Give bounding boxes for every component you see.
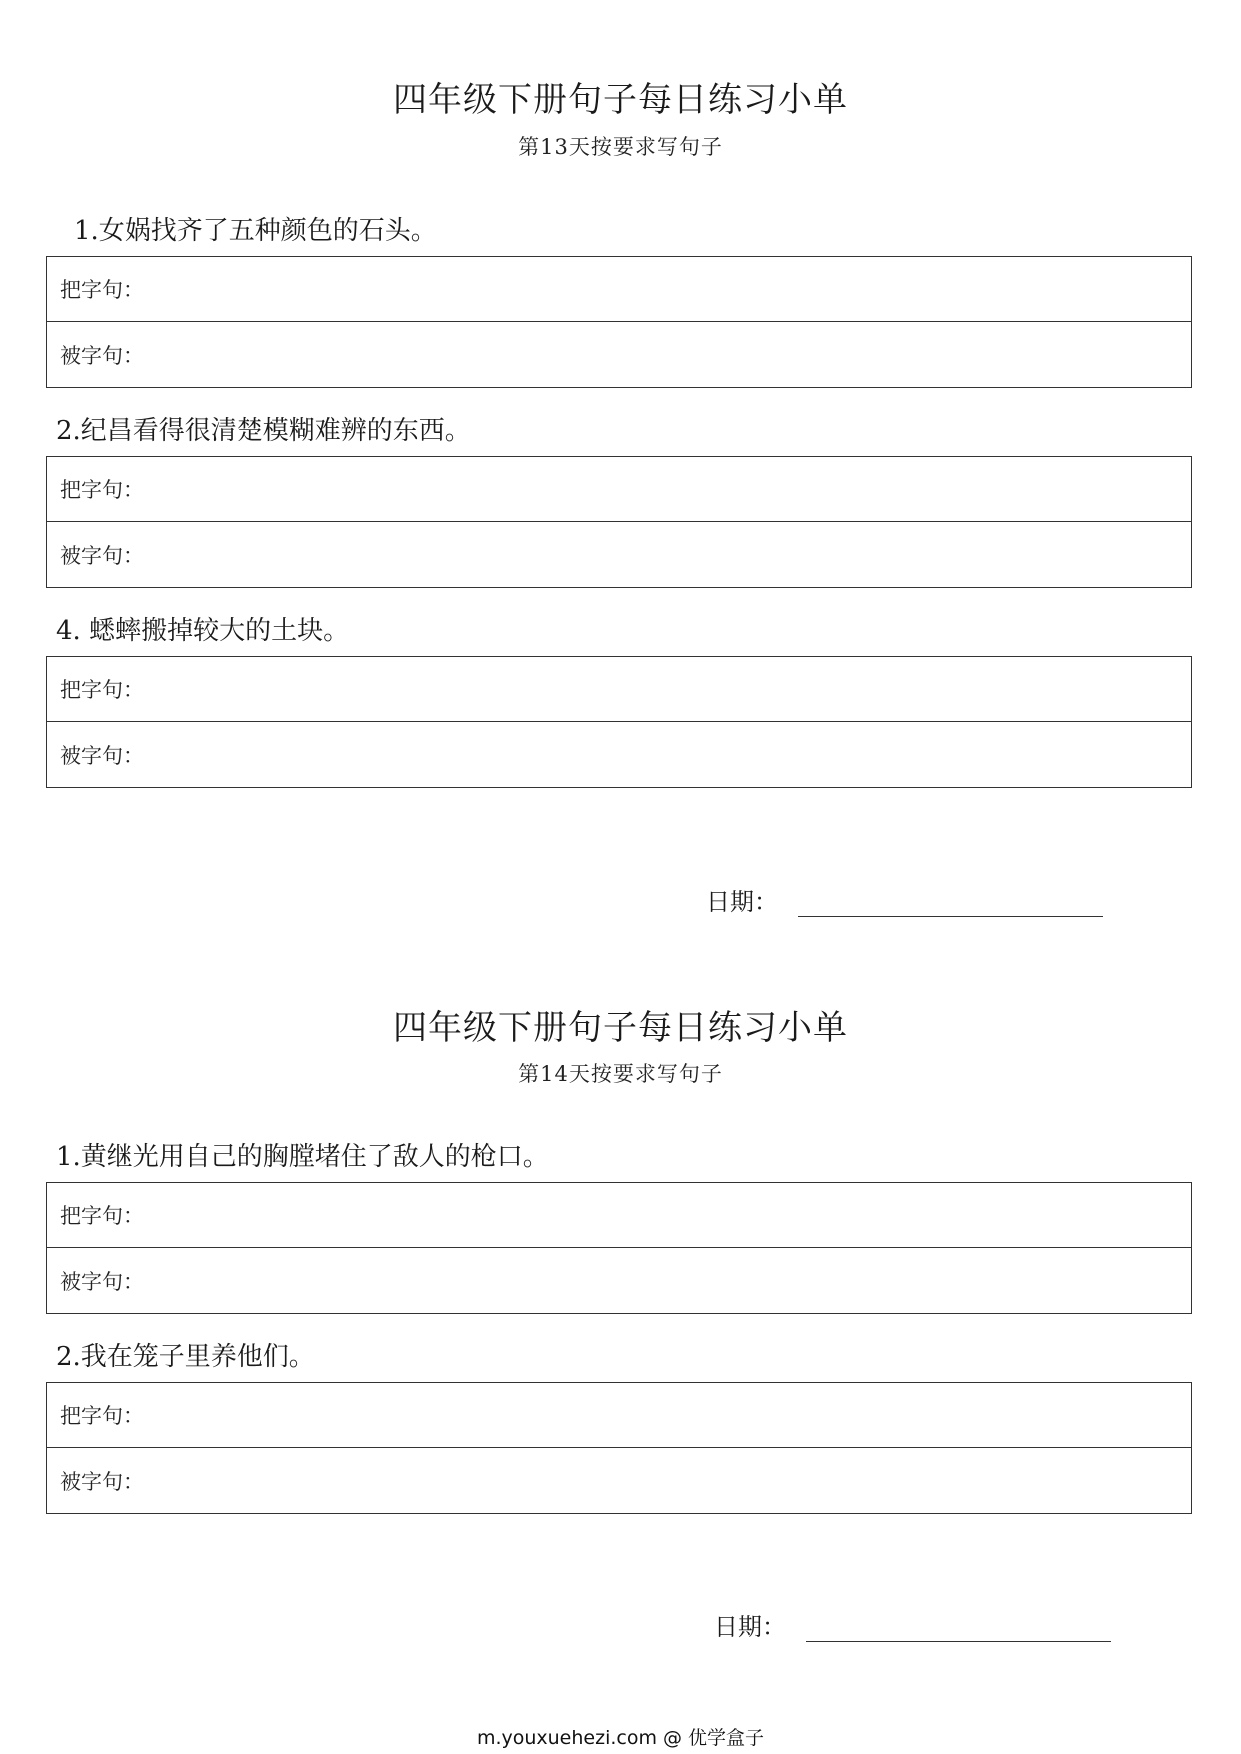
date-label: 日期：	[714, 1613, 786, 1641]
answer-label: 把字句：	[60, 1404, 144, 1428]
answer-box	[46, 1182, 1192, 1314]
answer-label: 把字句：	[60, 478, 144, 502]
answer-label: 把字句：	[60, 1204, 144, 1228]
answer-box	[46, 456, 1192, 588]
date-input-line[interactable]	[806, 1619, 1111, 1642]
answer-box	[46, 256, 1192, 388]
answer-label: 被字句：	[60, 543, 144, 568]
answer-row-bei[interactable]	[47, 722, 1191, 787]
answer-row-bei[interactable]	[47, 522, 1191, 587]
answer-row-ba[interactable]	[47, 1183, 1191, 1248]
answer-row-ba[interactable]	[47, 257, 1191, 322]
question-text: 1.女娲找齐了五种颜色的石头。	[74, 216, 437, 246]
answer-row-ba[interactable]	[47, 1383, 1191, 1448]
answer-label: 把字句：	[60, 278, 144, 302]
answer-row-ba[interactable]	[47, 457, 1191, 522]
answer-box	[46, 656, 1192, 788]
date-field	[714, 1607, 1111, 1642]
answer-label: 把字句：	[60, 678, 144, 702]
sheet-title: 四年级下册句子每日练习小单	[393, 80, 848, 120]
footer-watermark: m.youxuehezi.com @ 优学盒子	[476, 1727, 765, 1749]
sheet-subtitle: 第13天按要求写句子	[518, 135, 723, 159]
sheet-subtitle: 第14天按要求写句子	[518, 1062, 723, 1086]
date-label: 日期：	[706, 888, 778, 916]
answer-row-ba[interactable]	[47, 657, 1191, 722]
answer-row-bei[interactable]	[47, 322, 1191, 387]
sheet-title: 四年级下册句子每日练习小单	[393, 1008, 848, 1048]
date-input-line[interactable]	[798, 894, 1103, 917]
question-text: 1.黄继光用自己的胸膛堵住了敌人的枪口。	[56, 1142, 549, 1172]
question-text: 2.纪昌看得很清楚模糊难辨的东西。	[56, 416, 471, 446]
answer-label: 被字句：	[60, 1269, 144, 1294]
answer-label: 被字句：	[60, 743, 144, 768]
date-field	[706, 882, 1103, 917]
answer-label: 被字句：	[60, 343, 144, 368]
answer-label: 被字句：	[60, 1469, 144, 1494]
question-text: 4. 蟋蟀搬掉较大的土块。	[56, 616, 350, 646]
answer-row-bei[interactable]	[47, 1248, 1191, 1313]
question-text: 2.我在笼子里养他们。	[56, 1342, 315, 1372]
answer-row-bei[interactable]	[47, 1448, 1191, 1513]
answer-box	[46, 1382, 1192, 1514]
